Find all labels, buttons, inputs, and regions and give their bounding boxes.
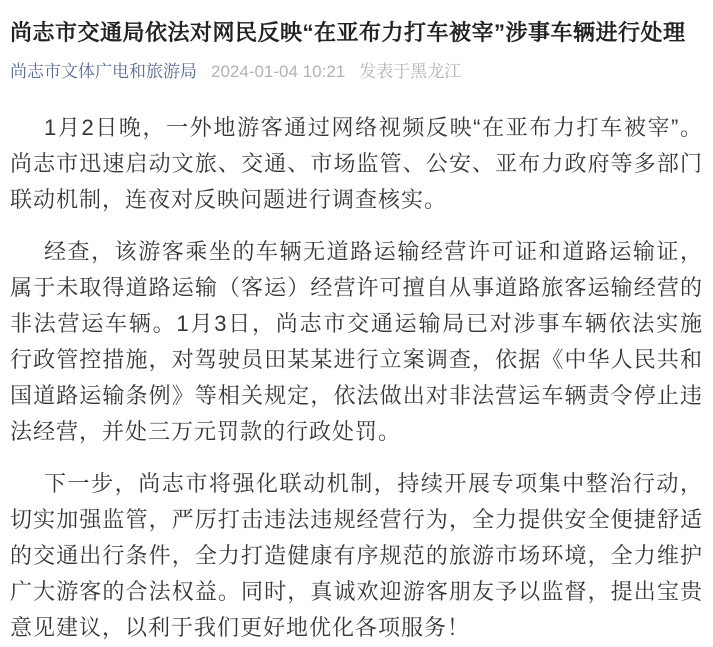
article-body bbox=[10, 110, 703, 646]
article-meta bbox=[10, 61, 703, 83]
publish-location: 发表于黑龙江 bbox=[359, 62, 462, 81]
account-name-link[interactable]: 尚志市文体广电和旅游局 bbox=[10, 62, 197, 81]
publish-time: 2024-01-04 10:21 bbox=[211, 62, 346, 81]
article-title: 尚志市交通局依法对网民反映“在亚布力打车被宰”涉事车辆进行处理 bbox=[10, 20, 686, 45]
article-paragraph-1: 1月2日晚，一外地游客通过网络视频反映“在亚布力打车被宰”。尚志市迅速启动文旅、交通、市场监管、公安、亚布力政府等多部门联动机制，连夜对反映问题进行调查核实。 bbox=[10, 115, 704, 212]
article-paragraph-2: 经查，该游客乘坐的车辆无道路运输经营许可证和道路运输证，属于未取得道路运输（客运）经营许可擅自从事道路旅客运输经营的非法营运车辆。1月3日，尚志市交通运输局已对涉事车辆依法实施行政管控措施，对驾驶员田某某进行立案调查，依据《中华人民共和国道路运输条例》等相关规定，依法做出对非法营运车辆责令停止违法经营，并处三万元罚款的行政处罚。 bbox=[10, 239, 703, 444]
article-paragraph-3: 下一步，尚志市将强化联动机制，持续开展专项集中整治行动，切实加强监管，严厉打击违法违规经营行为，全力提供安全便捷舒适的交通出行条件，全力打造健康有序规范的旅游市场环境，全力维护广大游客的合法权益。同时，真诚欢迎游客朋友予以监督，提出宝贵意见建议，以利于我们更好地优化各项服务！ bbox=[10, 471, 703, 640]
